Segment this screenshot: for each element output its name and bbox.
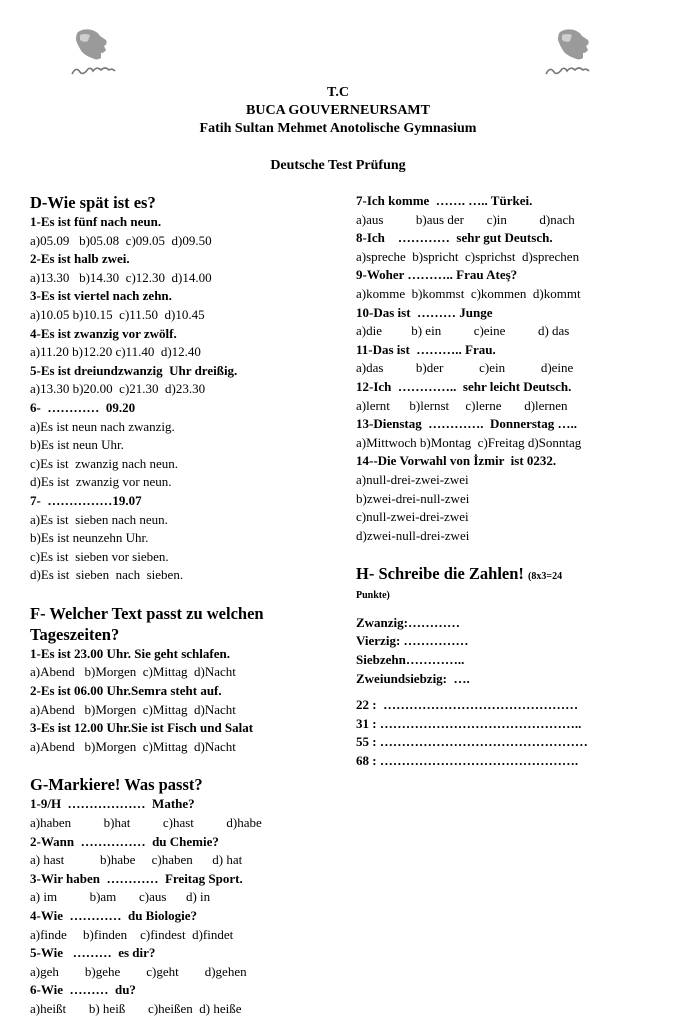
question: 7- ……………19.07: [30, 492, 142, 508]
answer-options: a) hast b)habe c)haben d) hat: [30, 852, 243, 868]
left-column: [30, 192, 348, 1019]
question: 6- ………… 09.20: [30, 399, 136, 415]
question: 1-Es ist 23.00 Uhr. Sie geht schlafen.: [30, 645, 230, 661]
ataturk-logo: [540, 26, 602, 84]
section-h-points-cont: Punkte): [356, 590, 390, 602]
answer-options: a)Abend b)Morgen c)Mittag d)Nacht: [30, 664, 236, 680]
answer-option: a)null-drei-zwei-zwei: [356, 471, 469, 487]
question: 3-Wir haben ………… Freitag Sport.: [30, 870, 243, 886]
number-word-blank: Zweiundsiebzig: ….: [356, 670, 470, 686]
question: 6-Wie ……… du?: [30, 982, 136, 998]
number-blank: 31 : ………………………………………..: [356, 715, 582, 731]
answer-option: a)Es ist sieben nach neun.: [30, 511, 168, 527]
section-h-heading: [356, 563, 672, 587]
answer-option: b)Es ist neun Uhr.: [30, 437, 124, 453]
answer-options: a)komme b)kommst c)kommen d)kommt: [356, 285, 581, 301]
answer-options: a)11.20 b)12.20 c)11.40 d)12.40: [30, 344, 201, 360]
answer-option: c)Es ist sieben vor sieben.: [30, 548, 169, 564]
answer-options: a)spreche b)spricht c)sprichst d)sprechen: [356, 248, 580, 264]
section-f-heading: F- Welcher Text passt zu welchen: [30, 603, 264, 623]
number-blank: 55 : …………………………………………: [356, 734, 588, 750]
question: 5-Wie ……… es dir?: [30, 945, 156, 961]
answer-options: a)Abend b)Morgen c)Mittag d)Nacht: [30, 738, 236, 754]
question: 11-Das ist ……….. Frau.: [356, 341, 496, 357]
answer-options: a)13.30 b)20.00 c)21.30 d)23.30: [30, 381, 206, 397]
answer-options: a)13.30 b)14.30 c)12.30 d)14.00: [30, 269, 212, 285]
answer-options: a)geh b)gehe c)geht d)gehen: [30, 963, 247, 979]
header-school: Fatih Sultan Mehmet Anotolische Gymnasium: [199, 121, 477, 136]
answer-options: a)haben b)hat c)hast d)habe: [30, 815, 262, 831]
question: 9-Woher ……….. Frau Ateş?: [356, 267, 518, 283]
question: 2-Wann …………… du Chemie?: [30, 833, 219, 849]
answer-options: a) im b)am c)aus d) in: [30, 889, 211, 905]
header-office: BUCA GOUVERNEURSAMT: [246, 103, 430, 118]
section-f-heading-cont: Tageszeiten?: [30, 624, 120, 644]
question: 3-Es ist viertel nach zehn.: [30, 288, 172, 304]
question: 13-Dienstag …………. Donnerstag …..: [356, 416, 577, 432]
number-word-blank: Siebzehn…………..: [356, 652, 465, 668]
answer-option: d)zwei-null-drei-zwei: [356, 527, 470, 543]
section-h-title: H- Schreibe die Zahlen!: [356, 564, 524, 584]
question: 10-Das ist ……… Junge: [356, 304, 493, 320]
question: 4-Wie ………… du Biologie?: [30, 908, 197, 923]
answer-options: a)die b) ein c)eine d) das: [356, 323, 570, 339]
test-title: Deutsche Test Prüfung: [270, 158, 406, 173]
answer-option: c)Es ist zwanzig nach neun.: [30, 455, 179, 471]
number-blank: 68 : ……………………………………….: [356, 753, 579, 769]
answer-option: d)Es ist sieben nach sieben.: [30, 567, 184, 583]
answer-options: a)aus b)aus der c)in d)nach: [356, 211, 575, 227]
answer-option: a)Es ist neun nach zwanzig.: [30, 418, 175, 434]
answer-options: a)lernt b)lernst c)lerne d)lernen: [356, 397, 568, 413]
answer-options: a)finde b)finden c)findest d)findet: [30, 926, 234, 942]
question: 14--Die Vorwahl von İzmir ist 0232.: [356, 453, 557, 469]
number-blank: 22 : ………………………………………: [356, 697, 579, 713]
answer-options: a)10.05 b)10.15 c)11.50 d)10.45: [30, 306, 205, 322]
question: 8-Ich ………… sehr gut Deutsch.: [356, 230, 553, 246]
number-word-blank: Vierzig: ……………: [356, 633, 469, 649]
answer-options: a)05.09 b)05.08 c)09.05 d)09.50: [30, 232, 212, 248]
question: 7-Ich komme ……. ….. Türkei.: [356, 193, 533, 208]
question: 5-Es ist dreiundzwanzig Uhr dreißig.: [30, 362, 238, 378]
ataturk-logo: [66, 26, 128, 84]
question: 1-Es ist fünf nach neun.: [30, 214, 162, 229]
question: 2-Es ist halb zwei.: [30, 251, 130, 267]
header-tc: T.C: [327, 85, 349, 100]
answer-options: a)heißt b) heiß c)heißen d) heiße: [30, 1000, 242, 1016]
answer-option: c)null-zwei-drei-zwei: [356, 509, 469, 525]
section-h-points: (8x3=24: [528, 571, 563, 583]
answer-option: b)Es ist neunzehn Uhr.: [30, 530, 149, 546]
question: 1-9/H ……………… Mathe?: [30, 796, 195, 812]
answer-options: a)Abend b)Morgen c)Mittag d)Nacht: [30, 701, 236, 717]
answer-options: a)Mittwoch b)Montag c)Freitag d)Sonntag: [356, 434, 582, 450]
answer-option: b)zwei-drei-null-zwei: [356, 490, 470, 506]
question: 4-Es ist zwanzig vor zwölf.: [30, 325, 177, 341]
answer-option: d)Es ist zwanzig vor neun.: [30, 474, 172, 490]
answer-options: a)das b)der c)ein d)eine: [356, 360, 574, 376]
right-column: [356, 192, 672, 771]
number-word-blank: Zwanzig:…………: [356, 614, 460, 630]
question: 2-Es ist 06.00 Uhr.Semra steht auf.: [30, 683, 222, 699]
question: 3-Es ist 12.00 Uhr.Sie ist Fisch und Salat: [30, 720, 254, 736]
section-g-heading: G-Markiere! Was passt?: [30, 775, 203, 795]
section-d-heading: D-Wie spät ist es?: [30, 193, 156, 212]
question: 12-Ich ………….. sehr leicht Deutsch.: [356, 378, 572, 394]
